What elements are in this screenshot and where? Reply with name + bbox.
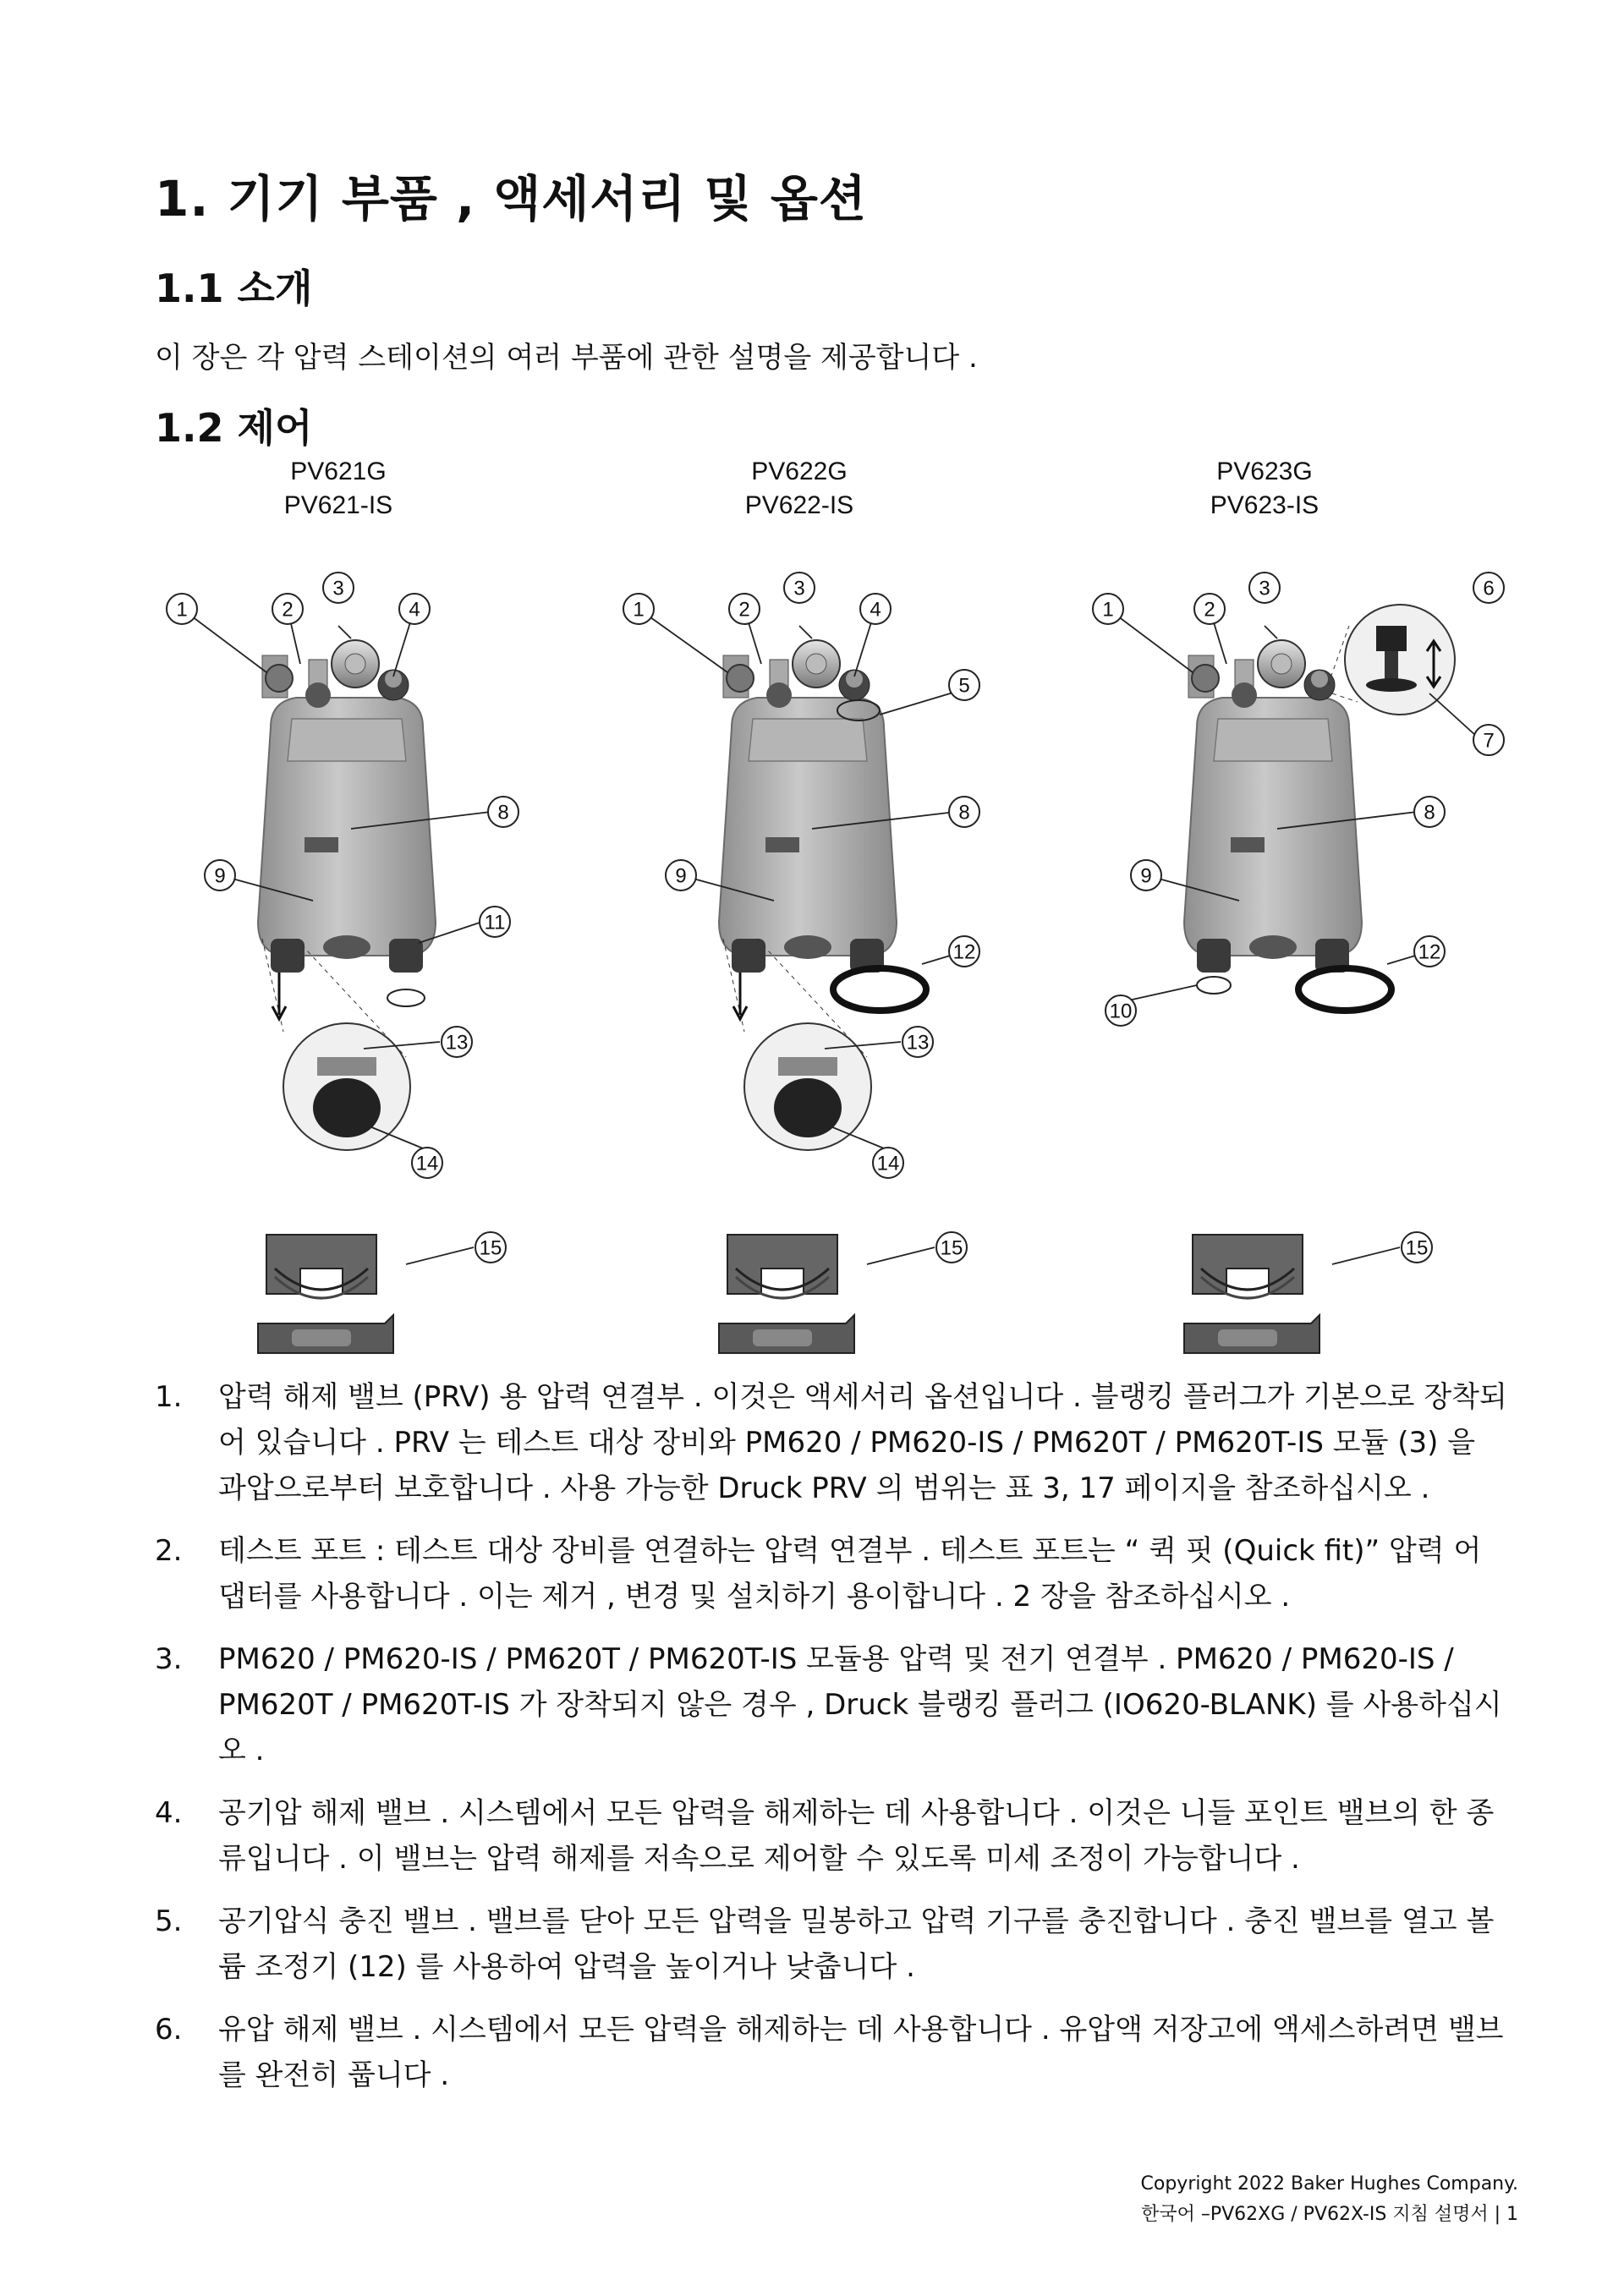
model-label-pv622	[664, 455, 935, 523]
page-footer	[1141, 2169, 1518, 2230]
item-number: 2.	[155, 1534, 183, 1568]
list-item	[155, 1374, 1508, 1511]
svg-text:1: 1	[176, 598, 188, 622]
svg-text:6: 6	[1483, 577, 1495, 600]
callout-1	[623, 594, 654, 624]
callout-12	[949, 936, 979, 967]
callout-1	[167, 594, 197, 624]
item-number: 3.	[155, 1642, 183, 1676]
item-number: 6.	[155, 2013, 183, 2047]
callout-14	[873, 1148, 903, 1178]
model-name: PV623G	[1216, 458, 1313, 485]
svg-text:1: 1	[1102, 598, 1114, 622]
svg-text:15: 15	[479, 1236, 502, 1260]
document-reference: 한국어 –PV62XG / PV62X-IS 지침 설명서 | 1	[1141, 2204, 1518, 2225]
model-label-pv621	[203, 455, 474, 523]
model-variant: PV621-IS	[283, 491, 393, 519]
svg-text:3: 3	[1259, 577, 1270, 600]
svg-text:10: 10	[1109, 1000, 1133, 1023]
intro-paragraph: 이 장은 각 압력 스테이션의 여러 부품에 관한 설명을 제공합니다 .	[155, 341, 978, 375]
chapter-heading: 1. 기기 부품 , 액세서리 및 옵션	[155, 170, 867, 227]
section-heading-controls: 1.2 제어	[155, 405, 313, 451]
callout-13	[903, 1027, 933, 1057]
svg-text:9: 9	[1140, 864, 1152, 888]
svg-text:1: 1	[633, 598, 645, 622]
svg-text:13: 13	[906, 1031, 930, 1055]
list-item	[155, 2007, 1508, 2098]
model-variant: PV623-IS	[1210, 491, 1320, 519]
svg-text:8: 8	[497, 801, 509, 825]
svg-text:15: 15	[940, 1236, 963, 1260]
item-text: PM620 / PM620-IS / PM620T / PM620T-IS 모듈용 압력 및 전기 연결부 . PM620 / PM620-IS / PM620T / PM620T-IS 가 장착되지 않은 경우 , Druck 블랭킹 플러그 (IO620-BLANK) 를 사용하십시오 .	[218, 1642, 1502, 1767]
callout-15	[1402, 1232, 1432, 1263]
callout-8	[949, 797, 979, 827]
item-text: 유압 해제 밸브 . 시스템에서 모든 압력을 해제하는 데 사용합니다 . 유압액 저장고에 액세스하려면 밸브를 완전히 풉니다 .	[218, 2013, 1504, 2092]
callout-12	[1414, 936, 1445, 967]
copyright-text: Copyright 2022 Baker Hughes Company.	[1140, 2173, 1518, 2195]
callout-8	[1414, 797, 1445, 827]
callout-13	[442, 1027, 472, 1057]
item-number: 4.	[155, 1796, 183, 1830]
model-name: PV622G	[751, 458, 848, 485]
svg-text:5: 5	[958, 674, 970, 698]
svg-text:2: 2	[738, 598, 750, 622]
svg-text:15: 15	[1405, 1236, 1429, 1260]
svg-text:11: 11	[484, 911, 506, 934]
list-item	[155, 1636, 1508, 1773]
item-text: 압력 해제 밸브 (PRV) 용 압력 연결부 . 이것은 액세서리 옵션입니다 . 블랭킹 플러그가 기본으로 장착되어 있습니다 . PRV 는 테스트 대상 장비와 PM620 / PM620-IS / PM620T / PM620T-IS 모듈 (3) 을 과압으로부터 보호합니다 . 사용 가능한 Druck PRV 의 범위는 표 3, 17 페이지을 참조하십시오 .	[218, 1380, 1507, 1505]
callout-15	[936, 1232, 967, 1263]
list-item	[155, 1790, 1508, 1882]
svg-text:7: 7	[1483, 729, 1495, 753]
item-number: 5.	[155, 1904, 183, 1938]
svg-text:4: 4	[870, 598, 881, 622]
component-list	[155, 1374, 1508, 2115]
item-text: 테스트 포트 : 테스트 대상 장비를 연결하는 압력 연결부 . 테스트 포트는 “ 퀵 핏 (Quick fit)” 압력 어댑터를 사용합니다 . 이는 제거 , 변경 및 설치하기 용이합니다 . 2 장을 참조하십시오 .	[218, 1534, 1482, 1614]
pressure-station-diagram	[152, 558, 1522, 1404]
model-variant: PV622-IS	[744, 491, 854, 519]
item-text: 공기압식 충진 밸브 . 밸브를 닫아 모든 압력을 밀봉하고 압력 기구를 충진합니다 . 충진 밸브를 열고 볼륨 조정기 (12) 를 사용하여 압력을 높이거나 낮춥니다 .	[218, 1904, 1495, 1984]
svg-text:2: 2	[282, 598, 294, 622]
svg-text:8: 8	[958, 801, 970, 825]
callout-4	[399, 594, 430, 624]
callout-7	[1473, 725, 1504, 755]
section-heading-intro: 1.1 소개	[155, 266, 313, 311]
item-number: 1.	[155, 1380, 183, 1414]
callout-9	[666, 860, 696, 890]
svg-text:8: 8	[1424, 801, 1435, 825]
svg-text:2: 2	[1204, 598, 1215, 622]
svg-text:12: 12	[952, 940, 976, 964]
svg-text:12: 12	[1418, 940, 1441, 964]
list-item	[155, 1899, 1508, 1990]
svg-text:9: 9	[214, 864, 226, 888]
list-item	[155, 1528, 1508, 1619]
svg-text:14: 14	[415, 1152, 439, 1175]
svg-text:13: 13	[445, 1031, 469, 1055]
callout-4	[860, 594, 891, 624]
item-text: 공기압 해제 밸브 . 시스템에서 모든 압력을 해제하는 데 사용합니다 . 이것은 니들 포인트 밸브의 한 종류입니다 . 이 밸브는 압력 해제를 저속으로 제어할 수 있도록 미세 조정이 가능합니다 .	[218, 1796, 1495, 1876]
callout-2	[1194, 594, 1225, 624]
callout-14	[412, 1148, 442, 1178]
callout-2	[729, 594, 760, 624]
callout-3	[323, 573, 354, 603]
callout-3	[784, 573, 815, 603]
model-label-pv623	[1129, 455, 1400, 523]
svg-text:4: 4	[409, 598, 420, 622]
svg-text:9: 9	[675, 864, 687, 888]
model-name: PV621G	[290, 458, 387, 485]
svg-text:14: 14	[876, 1152, 900, 1175]
svg-text:3: 3	[332, 577, 344, 600]
svg-text:3: 3	[793, 577, 805, 600]
callout-6	[1473, 573, 1504, 603]
callout-10	[1106, 995, 1136, 1026]
callout-1	[1093, 594, 1123, 624]
callout-11	[480, 907, 510, 937]
callout-5	[949, 670, 979, 700]
callout-3	[1249, 573, 1280, 603]
callout-8	[488, 797, 518, 827]
callout-15	[475, 1232, 506, 1263]
callout-2	[272, 594, 303, 624]
callout-9	[205, 860, 235, 890]
callout-9	[1131, 860, 1161, 890]
